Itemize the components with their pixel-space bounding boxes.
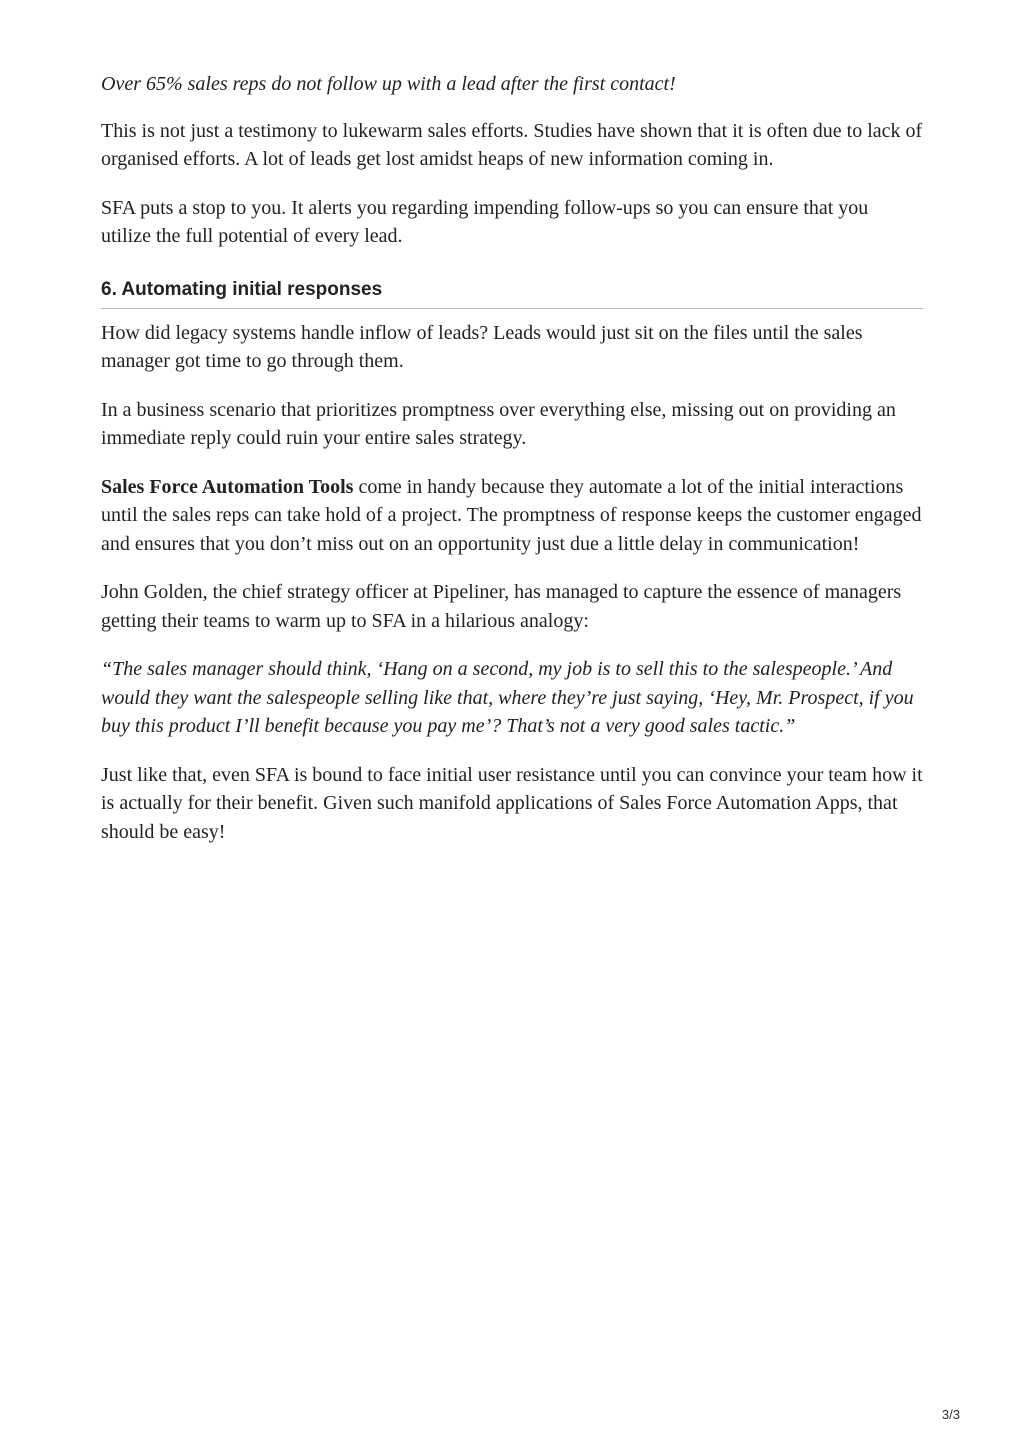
paragraph: In a business scenario that prioritizes promptness over everything else, missing out on providing an immediate reply could ruin your entire sales strategy.: [101, 398, 896, 449]
paragraph: Just like that, even SFA is bound to face initial user resistance until you can convince your team how it is actually for their benefit. Given such manifold applications of Sales Force Automation Apps, that should be easy!: [101, 763, 923, 843]
paragraph: John Golden, the chief strategy officer at Pipeliner, has managed to capture the essence of managers getting their teams to warm up to SFA in a hilarious analogy:: [101, 581, 902, 632]
article-body: [101, 70, 923, 866]
section-heading: 6. Automating initial responses: [101, 279, 923, 309]
page-number: 3/3: [941, 1407, 960, 1422]
paragraph: SFA puts a stop to you. It alerts you regarding impending follow-ups so you can ensure that you utilize the full potential of every lead.: [101, 196, 869, 247]
bold-term: Sales Force Automation Tools: [101, 475, 354, 498]
paragraph: This is not just a testimony to lukewarm sales efforts. Studies have shown that it is often due to lack of organised efforts. A lot of leads get lost amidst heaps of new information coming in.: [101, 119, 923, 170]
paragraph-text: come in handy because they automate a lot of the initial interactions until the sales reps can take hold of a project. The promptness of response keeps the customer engaged and ensures that you don’t miss out on an opportunity just due a little delay in communication!: [101, 475, 922, 555]
paragraph: [101, 473, 923, 559]
block-quote: “The sales manager should think, ‘Hang on a second, my job is to sell this to the salespeople.’ And would they want the salespeople selling like that, where they’re just saying, ‘Hey, Mr. Prospect, if you buy this product I’ll benefit because you pay me’? That’s not a very good sales tactic.”: [101, 658, 914, 737]
statistic-callout: Over 65% sales reps do not follow up with a lead after the first contact!: [101, 73, 676, 95]
paragraph: How did legacy systems handle inflow of leads? Leads would just sit on the files until the sales manager got time to go through them.: [101, 321, 863, 372]
